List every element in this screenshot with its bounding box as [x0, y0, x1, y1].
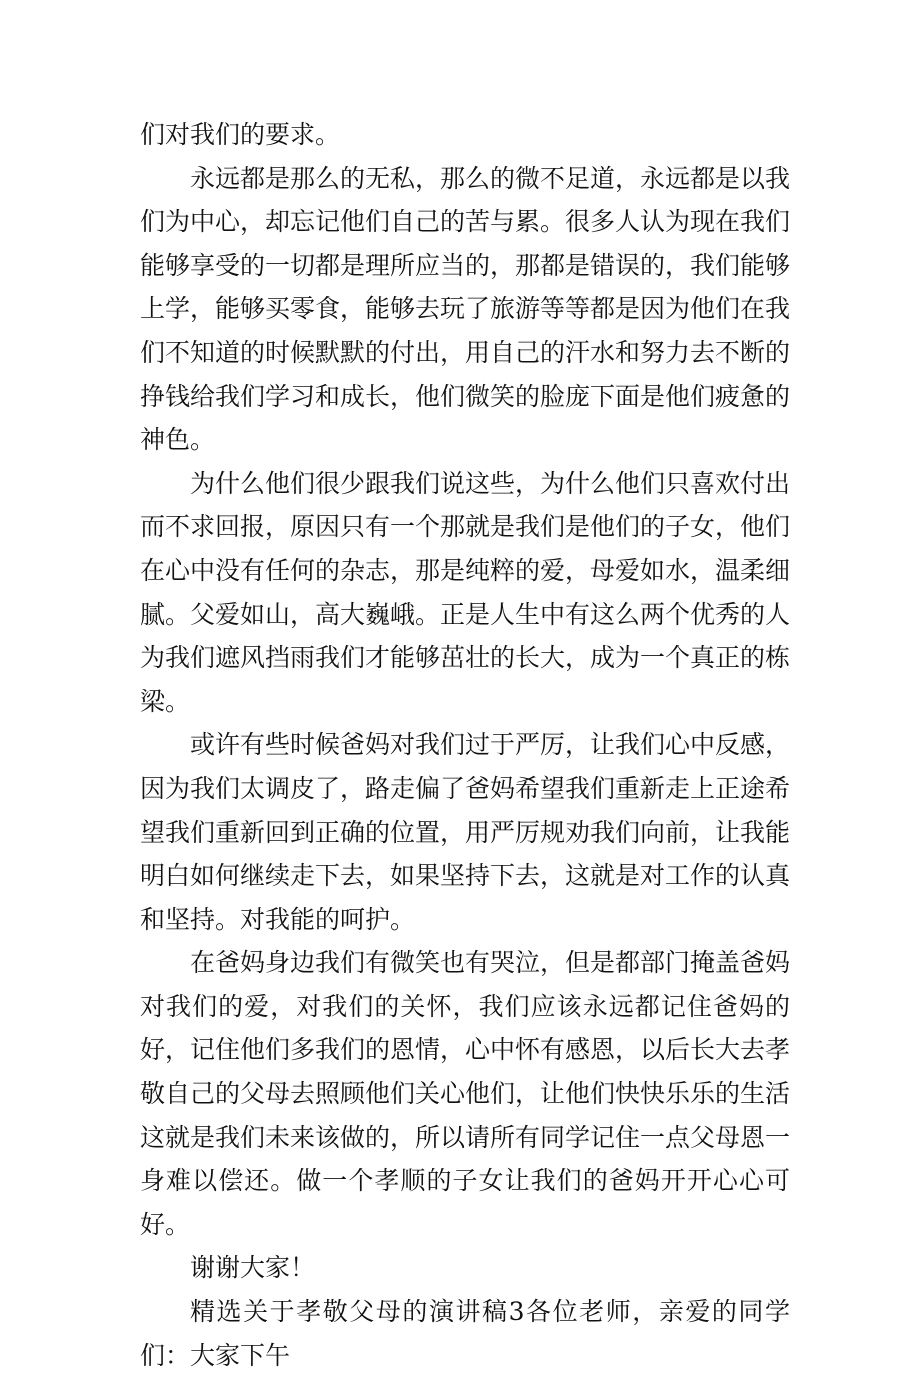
paragraph-next-speech: 精选关于孝敬父母的演讲稿3各位老师，亲爱的同学们：大家下午 — [140, 1297, 790, 1370]
paragraph-strict: 或许有些时候爸妈对我们过于严厉，让我们心中反感，因为我们太调皮了，路走偏了爸妈希望我们重新走上正途希望我们重新回到正确的位置，用严厉规劝我们向前，让我能明白如何继续走下去，如果坚持下去，这就是对工作的认真和坚持。对我能的呵护。 — [140, 730, 791, 934]
paragraph-selfless: 永远都是那么的无私，那么的微不足道，永远都是以我们为中心，却忘记他们自己的苦与累。很多人认为现在我们能够享受的一切都是理所应当的，那都是错误的，我们能够上学，能够买零食，能够去玩了旅游等等都是因为他们在我们不知道的时候默默的付出，用自己的汗水和努力去不断的挣钱给我们学习和成长，他们微笑的脸庞下面是他们疲惫的神色。 — [140, 163, 791, 455]
paragraph-why: 为什么他们很少跟我们说这些，为什么他们只喜欢付出而不求回报，原因只有一个那就是我们是他们的子女，他们在心中没有任何的杂志，那是纯粹的爱，母爱如水，温柔细腻。父爱如山，高大巍峨。正是人生中有这么两个优秀的人为我们遮风挡雨我们才能够茁壮的长大，成为一个真正的栋梁。 — [140, 468, 791, 716]
document-body — [140, 113, 790, 1377]
paragraph-continuation: 们对我们的要求。 — [140, 120, 341, 149]
paragraph-gratitude: 在爸妈身边我们有微笑也有哭泣，但是都部门掩盖爸妈对我们的爱，对我们的关怀，我们应该永远都记住爸妈的好，记住他们多我们的恩情，心中怀有感恩，以后长大去孝敬自己的父母去照顾他们关心他们，让他们快快乐乐的生活这就是我们未来该做的，所以请所有同学记住一点父母恩一身难以偿还。做一个孝顺的子女让我们的爸妈开开心心可好。 — [140, 948, 791, 1239]
paragraph-thanks: 谢谢大家！ — [190, 1253, 316, 1283]
